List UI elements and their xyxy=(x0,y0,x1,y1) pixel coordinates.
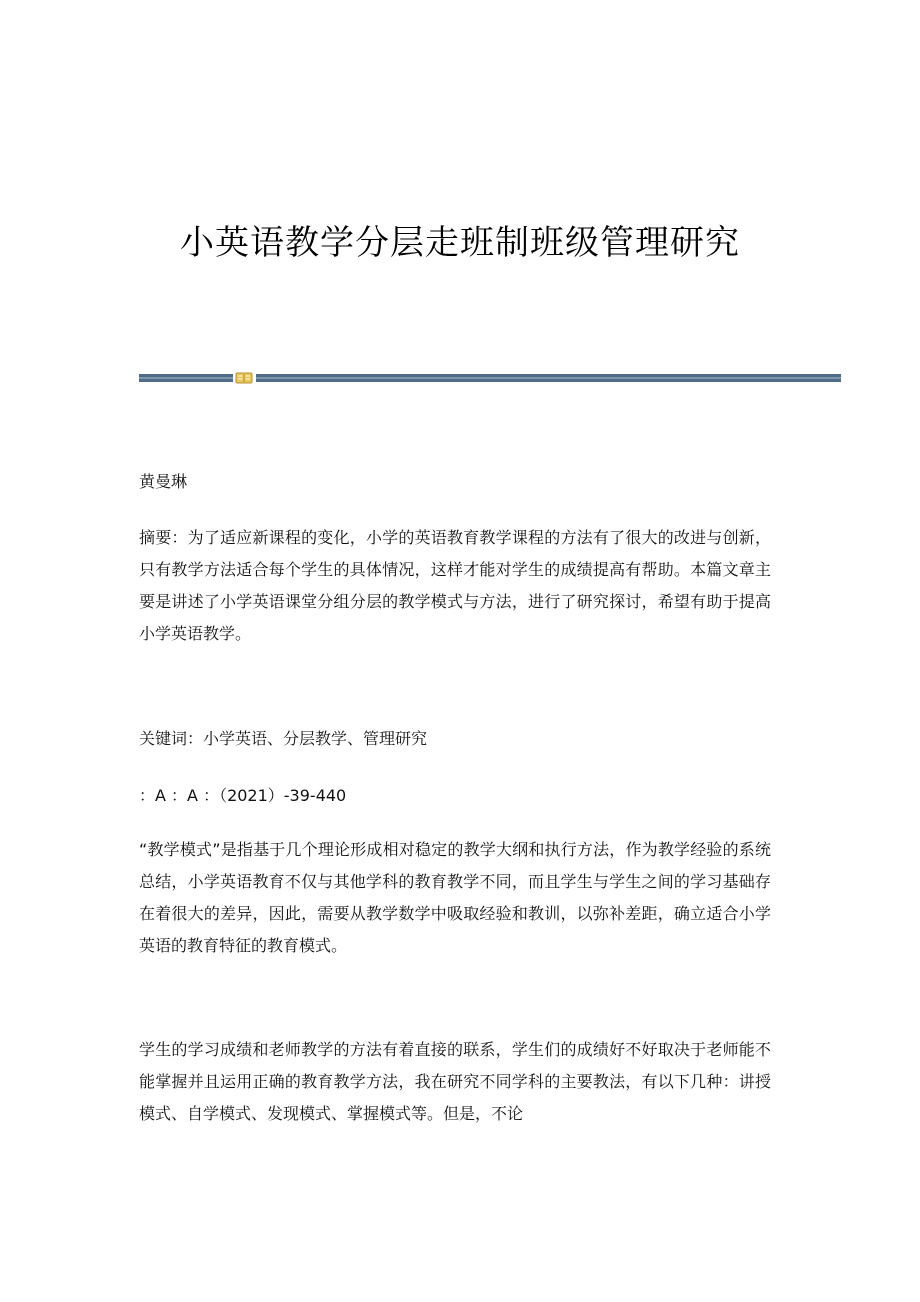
title-divider-right xyxy=(256,374,841,382)
book-ornament-icon xyxy=(235,372,253,384)
classification-line: ：A ：A ：（2021）-39-440 xyxy=(139,786,347,805)
document-title: 小英语教学分层走班制班级管理研究 xyxy=(180,223,740,263)
body-paragraph: “教学模式”是指基于几个理论形成相对稳定的教学大纲和执行方法，作为教学经验的系统总结，小学英语教育不仅与其他学科的教育教学不同，而且学生与学生之间的学习基础存在着很大的差异，因此，需要从教学数学中吸取经验和教训，以弥补差距，确立适合小学英语的教育特征的教育模式。 xyxy=(139,840,771,955)
abstract-paragraph: 摘要：为了适应新课程的变化，小学的英语教育教学课程的方法有了很大的改进与创新，只有教学方法适合每个学生的具体情况，这样才能对学生的成绩提高有帮助。本篇文章主要是讲述了小学英语课堂分组分层的教学模式与方法，进行了研究探讨，希望有助于提高小学英语教学。 xyxy=(139,528,771,643)
title-divider-left xyxy=(139,374,233,382)
keywords-line: 关键词：小学英语、分层教学、管理研究 xyxy=(139,729,428,748)
body-paragraph: 学生的学习成绩和老师教学的方法有着直接的联系，学生们的成绩好不好取决于老师能不能掌握并且运用正确的教育教学方法，我在研究不同学科的主要教法，有以下几种：讲授模式、自学模式、发现模式、掌握模式等。但是，不论 xyxy=(139,1040,771,1123)
author-name: 黄曼琳 xyxy=(139,472,188,491)
